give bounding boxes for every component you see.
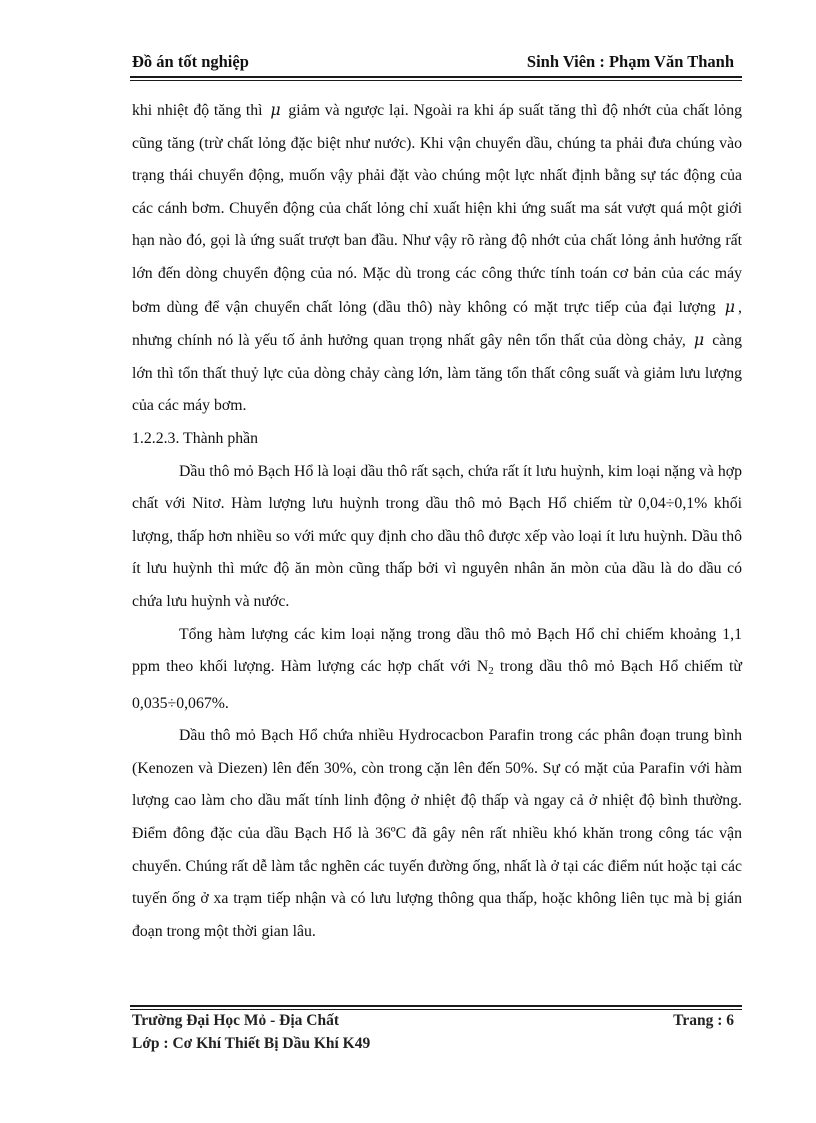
mu-symbol: μ bbox=[693, 330, 705, 350]
footer-class-line bbox=[132, 1035, 738, 1053]
header-author: Sinh Viên : Phạm Văn Thanh bbox=[526, 52, 734, 71]
header-title: Đồ án tốt nghiệp bbox=[132, 52, 249, 71]
mu-symbol: μ bbox=[724, 296, 736, 316]
page-header bbox=[130, 50, 740, 76]
mu-symbol: μ bbox=[270, 100, 281, 119]
document-body bbox=[132, 94, 742, 948]
footer-school: Trường Đại Học Mỏ - Địa Chất bbox=[132, 1012, 340, 1029]
header-divider bbox=[130, 76, 742, 78]
section-heading: 1.2.2.3. Thành phần bbox=[132, 429, 259, 447]
footer-divider-thin bbox=[130, 1009, 742, 1010]
subscript: 2 bbox=[488, 665, 494, 678]
footer-divider bbox=[130, 1005, 742, 1007]
paragraph-heavy-metals: Tổng hàm lượng các kim loại nặng trong dầu thô mỏ Bạch Hổ chỉ chiếm khoảng 1,1 ppm theo khối lượng. Hàm lượng các hợp chất với $N_2$ trong dầu thô mỏ Bạch Hổ chiếm từ 0,035÷0,067%. bbox=[132, 625, 742, 712]
footer-class: Lớp : Cơ Khí Thiết Bị Dầu Khí K49 bbox=[132, 1035, 371, 1052]
paragraph-paraffin: Dầu thô mỏ Bạch Hổ chứa nhiều Hydrocacbon Parafin trong các phân đoạn trung bình (Kenozen và Diezen) lên đến 30%, còn trong cặn lên đến 50%. Sự có mặt của Parafin với hàm lượng cao làm cho dầu mất tính linh động ở nhiệt độ thấp và ngay cả ở nhiệt độ bình thường. Điểm đông đặc của dầu Bạch Hổ là 36ºC đã gây nên rất nhiều khó khăn trong công tác vận chuyển. Chúng rất dễ làm tắc nghẽn các tuyến đường ống, nhất là ở tại các điểm nút hoặc tại các tuyến ống ở xa trạm tiếp nhận và có lưu lượng thông qua thấp, hoặc không liên tục mà bị gián đoạn trong một thời gian lâu. bbox=[132, 727, 742, 940]
page-number: Trang : 6 bbox=[673, 1012, 734, 1029]
paragraph-viscosity: khi nhiệt độ tăng thì μ giảm và ngược lại. Ngoài ra khi áp suất tăng thì độ nhớt của chất lỏng cũng tăng (trừ chất lỏng đặc biệt như nước). Khi vận chuyển dầu, chúng ta phải đưa chúng vào trạng thái chuyển động, muốn vậy phải đặt vào chúng một lực nhất định bằng sự tác động của các cánh bơm. Chuyển động của chất lỏng chỉ xuất hiện khi ứng suất ma sát vượt quá một giới hạn nào đó, gọi là ứng suất trượt ban đầu. Như vậy rõ ràng độ nhớt của chất lỏng ảnh hưởng rất lớn đến dòng chuyển động của nó. Mặc dù trong các công thức tính toán cơ bản của các máy bơm dùng để vận chuyển chất lỏng (dầu thô) này không có mặt trực tiếp của đại lượng μ , nhưng chính nó là yếu tố ảnh hưởng quan trọng nhất gây nên tổn thất của dòng chảy, μ càng lớn thì tổn thất thuỷ lực của dòng chảy càng lớn, làm tăng tổn thất công suất và giảm lưu lượng của các máy bơm. bbox=[132, 100, 743, 415]
header-divider-thin bbox=[130, 80, 742, 81]
paragraph-composition: Dầu thô mỏ Bạch Hổ là loại dầu thô rất sạch, chứa rất ít lưu huỳnh, kim loại nặng và hợp chất với Nitơ. Hàm lượng lưu huỳnh trong dầu thô mỏ Bạch Hổ chiếm từ 0,04÷0,1% khối lượng, thấp hơn nhiều so với mức quy định cho dầu thô được xếp vào loại ít lưu huỳnh. Dầu thô ít lưu huỳnh thì mức độ ăn mòn cũng thấp bởi vì nguyên nhân ăn mòn của dầu là do dầu có chứa lưu huỳnh và nước. bbox=[132, 462, 742, 610]
footer-school-line bbox=[132, 1012, 738, 1030]
